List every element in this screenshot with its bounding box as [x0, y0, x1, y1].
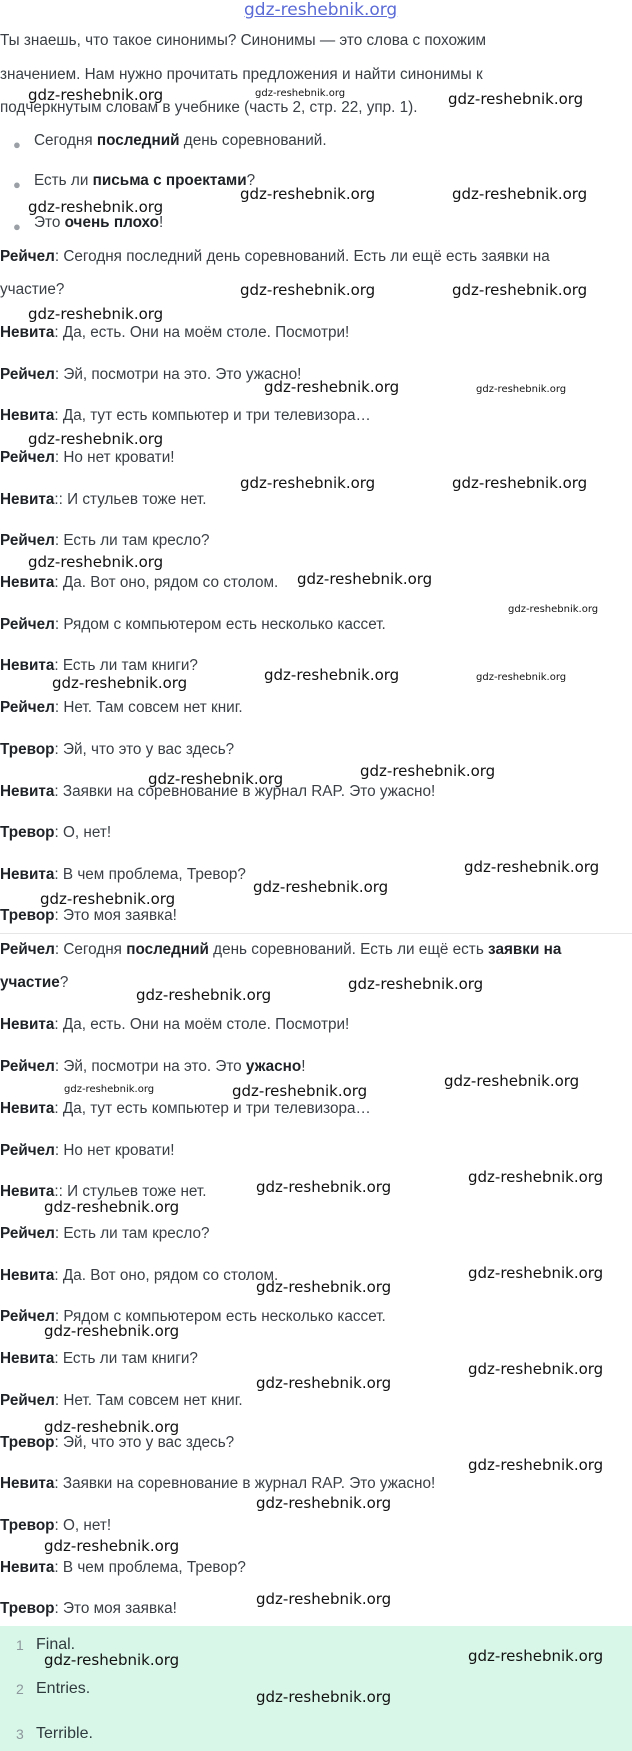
dialogue-line: Невита: Есть ли там книги? — [0, 1350, 198, 1367]
dialogue-line: Невита: В чем проблема, Тревор? — [0, 1559, 246, 1576]
dialogue-line: Рейчел: Рядом с компьютером есть несколько кассет. — [0, 1308, 386, 1325]
dialogue-line: Невита: Да, тут есть компьютер и три телевизора… — [0, 1100, 371, 1117]
watermark: gdz-reshebnik.org — [256, 1688, 392, 1706]
dialogue-line: Невита: Да, есть. Они на моём столе. Посмотри! — [0, 1016, 350, 1033]
dialogue-line: Невита:: И стульев тоже нет. — [0, 491, 207, 508]
watermark: gdz-reshebnik.org — [448, 90, 584, 108]
bullet-dot-icon: ● — [13, 177, 21, 192]
dialogue-line: Невита: Да, есть. Они на моём столе. Посмотри! — [0, 324, 350, 341]
watermark: gdz-reshebnik.org — [240, 474, 376, 492]
dialogue-line: Рейчел: Эй, посмотри на это. Это ужасно! — [0, 1058, 306, 1075]
watermark: gdz-reshebnik.org — [508, 604, 599, 615]
dialogue-line: Рейчел: Нет. Там совсем нет книг. — [0, 699, 243, 716]
dialogue-line: Невита: Да. Вот оно, рядом со столом. — [0, 1267, 279, 1284]
watermark: gdz-reshebnik.org — [40, 890, 176, 908]
dialogue-line: Рейчел: Но нет кровати! — [0, 449, 175, 466]
dialogue-line: Тревор: Это моя заявка! — [0, 1600, 177, 1617]
watermark: gdz-reshebnik.org — [452, 474, 588, 492]
dialogue-line: Тревор: Эй, что это у вас здесь? — [0, 741, 235, 758]
watermark: gdz-reshebnik.org — [297, 570, 433, 588]
bullet-item: Это очень плохо! — [34, 214, 164, 231]
watermark: gdz-reshebnik.org — [256, 1278, 392, 1296]
answer-number: 2 — [16, 1681, 24, 1697]
intro-line-1: Ты знаешь, что такое синонимы? Синонимы — это слова с похожим — [0, 32, 487, 49]
watermark: gdz-reshebnik.org — [44, 1198, 180, 1216]
dialogue-line: Невита: Заявки на соревнование в журнал RAP. Это ужасно! — [0, 783, 436, 800]
watermark: gdz-reshebnik.org — [468, 1360, 604, 1378]
watermark: gdz-reshebnik.org — [444, 1072, 580, 1090]
watermark: gdz-reshebnik.org — [468, 1168, 604, 1186]
dialogue-line: Рейчел: Но нет кровати! — [0, 1142, 175, 1159]
answer-text: Terrible. — [36, 1725, 93, 1742]
answer-number: 1 — [16, 1637, 24, 1653]
dialogue-line: Рейчел: Нет. Там совсем нет книг. — [0, 1392, 243, 1409]
watermark: gdz-reshebnik.org — [256, 1590, 392, 1608]
watermark: gdz-reshebnik.org — [240, 185, 376, 203]
watermark: gdz-reshebnik.org — [44, 1322, 180, 1340]
dialogue-line: Рейчел: Есть ли там кресло? — [0, 532, 210, 549]
watermark: gdz-reshebnik.org — [452, 185, 588, 203]
bullet-item: Сегодня последний день соревнований. — [34, 132, 327, 149]
watermark: gdz-reshebnik.org — [264, 666, 400, 684]
bullet-dot-icon: ● — [13, 137, 21, 152]
dialogue-line: Невита: Есть ли там книги? — [0, 657, 198, 674]
dialogue-line: участие? — [0, 974, 69, 991]
watermark: gdz-reshebnik.org — [464, 858, 600, 876]
dialogue-line: Невита: Да. Вот оно, рядом со столом. — [0, 574, 279, 591]
watermark: gdz-reshebnik.org — [256, 1374, 392, 1392]
watermark: gdz-reshebnik.org — [468, 1647, 604, 1665]
watermark: gdz-reshebnik.org — [452, 281, 588, 299]
watermark: gdz-reshebnik.org — [476, 672, 567, 683]
watermark: gdz-reshebnik.org — [264, 378, 400, 396]
dialogue-line: Рейчел: Есть ли там кресло? — [0, 1225, 210, 1242]
watermark: gdz-reshebnik.org — [256, 1494, 392, 1512]
watermark: gdz-reshebnik.org — [240, 281, 376, 299]
watermark: gdz-reshebnik.org — [348, 975, 484, 993]
watermark: gdz-reshebnik.org — [28, 305, 164, 323]
watermark: gdz-reshebnik.org — [64, 1084, 155, 1095]
dialogue-line: Рейчел: Рядом с компьютером есть несколько кассет. — [0, 616, 386, 633]
dialogue-line: Невита: В чем проблема, Тревор? — [0, 866, 246, 883]
answer-text: Final. — [36, 1636, 76, 1653]
intro-line-2: значением. Нам нужно прочитать предложения и найти синонимы к — [0, 66, 483, 83]
answer-text: Entries. — [36, 1680, 91, 1697]
watermark: gdz-reshebnik.org — [136, 986, 272, 1004]
answer-number: 3 — [16, 1726, 24, 1742]
watermark: gdz-reshebnik.org — [232, 1082, 368, 1100]
watermark: gdz-reshebnik.org — [44, 1537, 180, 1555]
watermark: gdz-reshebnik.org — [44, 1651, 180, 1669]
watermark: gdz-reshebnik.org — [256, 1178, 392, 1196]
dialogue-line: Невита:: И стульев тоже нет. — [0, 1183, 207, 1200]
dialogue-line: Рейчел: Сегодня последний день соревнований. Есть ли ещё есть заявки на — [0, 248, 550, 265]
dialogue-line: Тревор: Это моя заявка! — [0, 907, 177, 924]
watermark: gdz-reshebnik.org — [468, 1264, 604, 1282]
watermark: gdz-reshebnik.org — [148, 770, 284, 788]
site-header-link[interactable]: gdz-reshebnik.org — [244, 0, 398, 20]
watermark: gdz-reshebnik.org — [28, 86, 164, 104]
watermark: gdz-reshebnik.org — [360, 762, 496, 780]
dialogue-line: Рейчел: Эй, посмотри на это. Это ужасно! — [0, 366, 302, 383]
watermark: gdz-reshebnik.org — [28, 198, 164, 216]
watermark: gdz-reshebnik.org — [476, 384, 567, 395]
intro-line-3: подчеркнутым словам в учебнике (часть 2, стр. 22, упр. 1). — [0, 99, 418, 116]
dialogue-line: Рейчел: Сегодня последний день соревнований. Есть ли ещё есть заявки на — [0, 941, 562, 958]
dialogue-line: Тревор: Эй, что это у вас здесь? — [0, 1434, 235, 1451]
bullet-item: Есть ли письма с проектами? — [34, 172, 256, 189]
bullet-dot-icon: ● — [13, 219, 21, 234]
watermark: gdz-reshebnik.org — [253, 878, 389, 896]
dialogue-line: Невита: Заявки на соревнование в журнал RAP. Это ужасно! — [0, 1475, 436, 1492]
watermark: gdz-reshebnik.org — [468, 1456, 604, 1474]
watermark: gdz-reshebnik.org — [28, 430, 164, 448]
watermark: gdz-reshebnik.org — [44, 1418, 180, 1436]
watermark: gdz-reshebnik.org — [28, 553, 164, 571]
dialogue-line: Тревор: О, нет! — [0, 824, 112, 841]
watermark: gdz-reshebnik.org — [255, 88, 346, 99]
section-divider — [0, 933, 632, 934]
dialogue-line: Невита: Да, тут есть компьютер и три телевизора… — [0, 407, 371, 424]
watermark: gdz-reshebnik.org — [52, 674, 188, 692]
dialogue-line: Тревор: О, нет! — [0, 1517, 112, 1534]
dialogue-line: участие? — [0, 281, 65, 298]
